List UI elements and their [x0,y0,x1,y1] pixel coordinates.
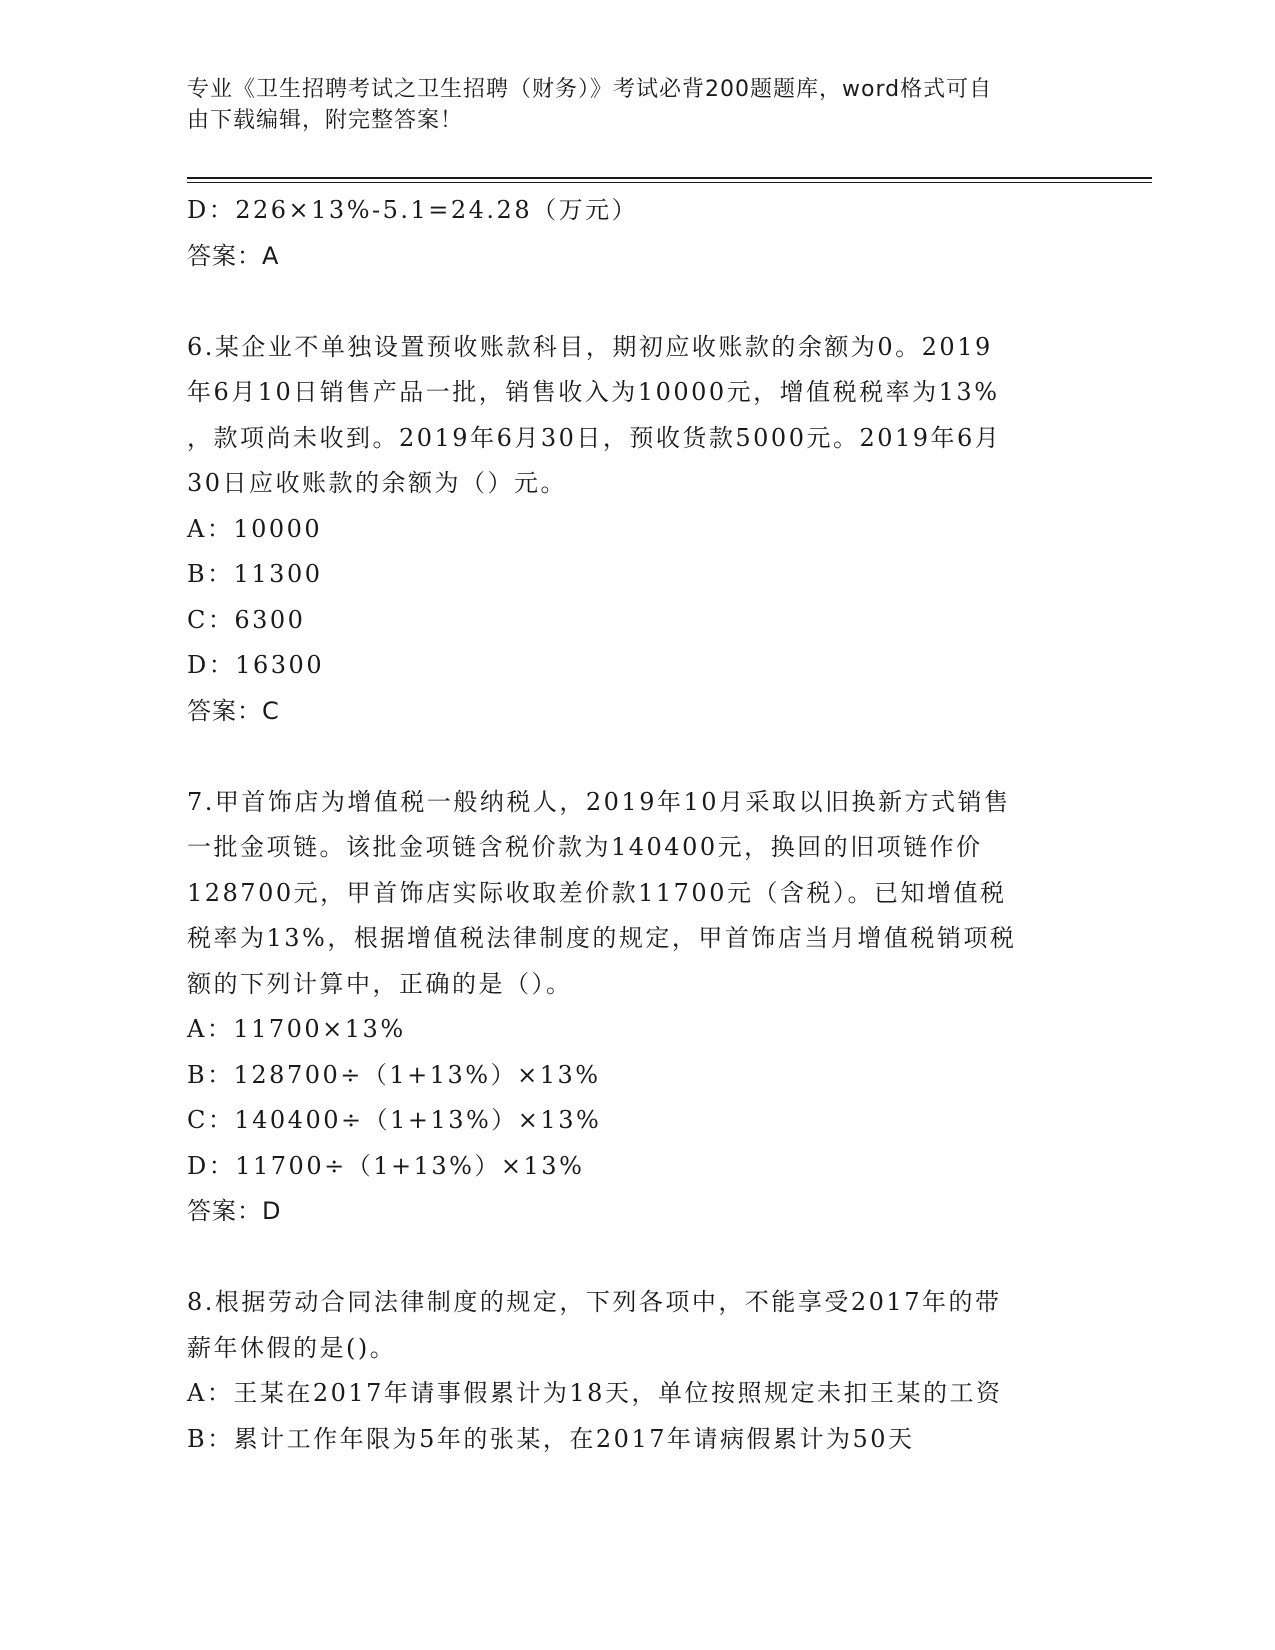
question-7-text-line: 128700元，甲首饰店实际收取差价款11700元（含税）。已知增值税 [187,878,1007,907]
question-6-option-b: B：11300 [187,560,323,588]
header-title-line-2: 由下载编辑，附完整答案！ [187,108,464,133]
question-7-text-line: 7.甲首饰店为增值税一般纳税人，2019年10月采取以旧换新方式销售 [187,787,1011,816]
question-6 [187,325,1087,735]
header-divider-thin [187,182,1152,183]
question-7-option-c: C：140400÷（1+13%）×13% [187,1106,602,1134]
question-6-option-a: A：10000 [187,514,323,543]
question-8-text-line: 8.根据劳动合同法律制度的规定，下列各项中，不能享受2017年的带 [187,1288,1002,1316]
previous-question-answer: 答案：A [187,241,280,270]
question-7-text-line: 一批金项链。该批金项链含税价款为140400元，换回的旧项链作价 [187,833,983,861]
question-6-text-line: 6.某企业不单独设置预收账款科目，期初应收账款的余额为0。2019 [187,332,993,361]
spacer [187,279,1087,325]
question-7-text-line: 税率为13%，根据增值税法律制度的规定，甲首饰店当月增值税销项税 [187,924,1017,952]
question-6-text-line: 30日应收账款的余额为（）元。 [187,469,568,497]
question-7-option-a: A：11700×13% [187,1015,406,1043]
header-divider-thick [187,177,1152,179]
question-7-answer: 答案：D [187,1197,282,1225]
spacer [187,1235,1087,1281]
question-8 [187,1280,1087,1462]
question-7 [187,780,1087,1235]
question-7-option-b: B：128700÷（1+13%）×13% [187,1060,601,1089]
question-6-option-c: C：6300 [187,605,306,634]
question-6-answer: 答案：C [187,696,280,725]
question-6-text-line: 年6月10日销售产品一批，销售收入为10000元，增值税税率为13% [187,378,1000,406]
header-title-line-1: 专业《卫生招聘考试之卫生招聘（财务）》考试必背200题题库，word格式可自 [187,77,993,102]
document-header [187,74,1067,136]
question-6-option-d: D：16300 [187,651,325,679]
previous-question-option-d: D：226×13%-5.1=24.28（万元） [187,196,639,224]
question-7-option-d: D：11700÷（1+13%）×13% [187,1151,585,1180]
question-8-option-b: B：累计工作年限为5年的张某，在2017年请病假累计为50天 [187,1424,915,1453]
spacer [187,734,1087,780]
question-8-option-a: A：王某在2017年请事假累计为18天，单位按照规定未扣王某的工资 [187,1379,1003,1407]
question-content [187,188,1087,1462]
question-6-text-line: ，款项尚未收到。2019年6月30日，预收货款5000元。2019年6月 [187,423,1002,452]
question-8-text-line: 薪年休假的是()。 [187,1333,397,1362]
question-7-text-line: 额的下列计算中，正确的是（）。 [187,969,573,998]
